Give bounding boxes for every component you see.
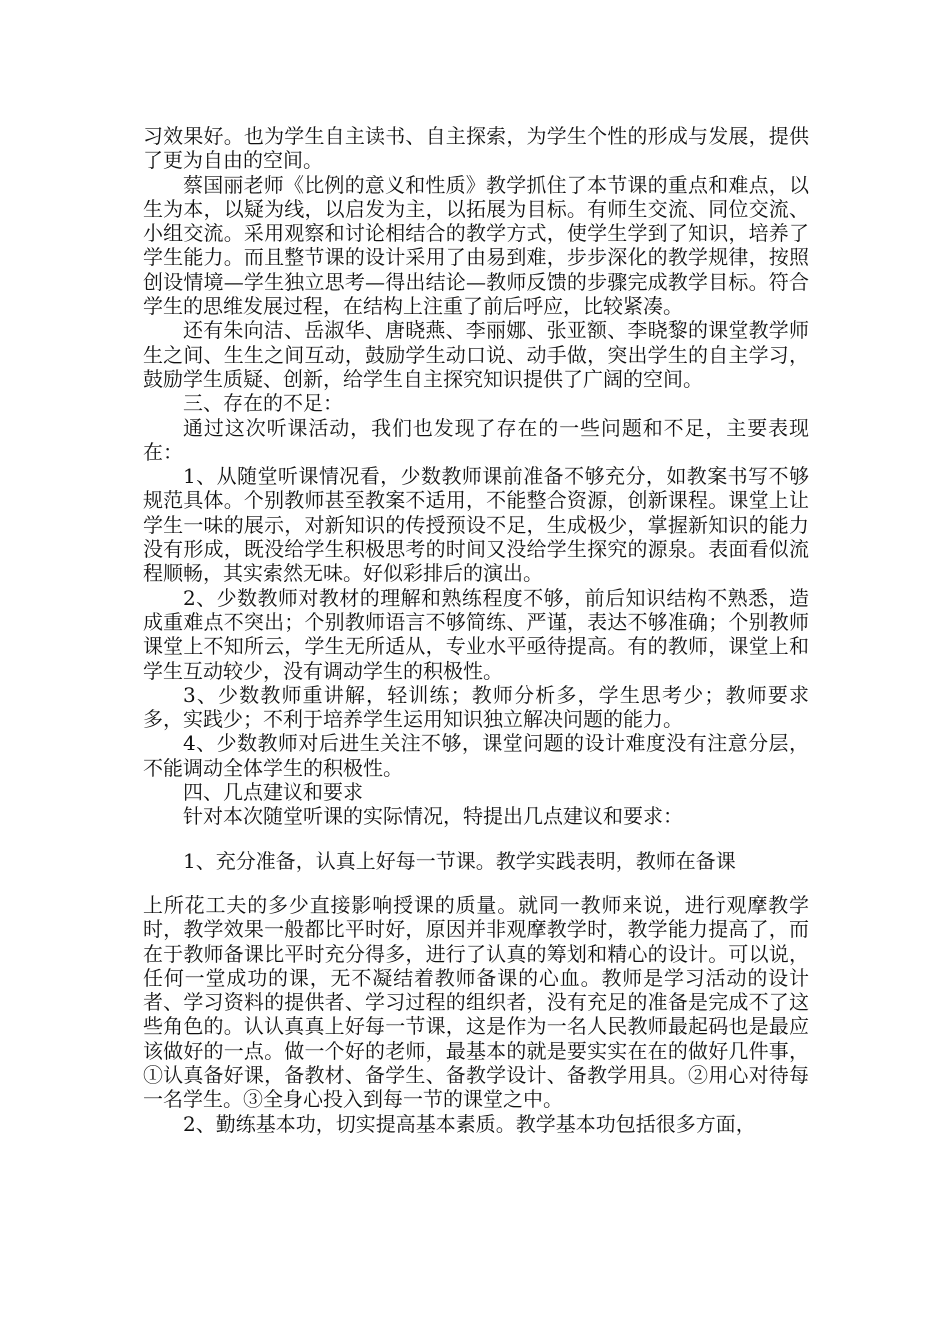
paragraph-suggestion-2: 2、勤练基本功，切实提高基本素质。教学基本功包括很多方面， [183,1111,756,1136]
paragraph-shortcomings-intro: 通过这次听课活动，我们也发现了存在的一些问题和不足，主要表现在： [143,415,809,464]
paragraph-shortcoming-2: 2、少数教师对教材的理解和熟练程度不够，前后知识结构不熟悉，造成重难点不突出；个别教师语言不够简练、严谨，表达不够准确；个别教师课堂上不知所云，学生无所适从，专业水平亟待提高。有的教师，课堂上和学生互动较少，没有调动学生的积极性。 [143,585,809,683]
section-heading-suggestions: 四、几点建议和要求 [183,780,363,805]
paragraph-shortcoming-3: 3、少数教师重讲解，轻训练；教师分析多，学生思考少；教师要求多，实践少；不利于培养学生运用知识独立解决问题的能力。 [143,682,809,732]
paragraph-suggestions-intro: 针对本次随堂听课的实际情况，特提出几点建议和要求： [183,804,683,829]
document-body [143,124,809,1136]
paragraph-other-teachers: 还有朱向洁、岳淑华、唐晓燕、李丽娜、张亚额、李晓黎的课堂教学师生之间、生生之间互动，鼓励学生动口说、动手做，突出学生的自主学习，鼓励学生质疑、创新，给学生自主探究知识提供了广阔的空间。 [143,318,809,391]
paragraph-shortcoming-4: 4、少数教师对后进生关注不够，课堂问题的设计难度没有注意分层，不能调动全体学生的积极性。 [143,731,809,780]
paragraph-shortcoming-1: 1、从随堂听课情况看，少数教师课前准备不够充分，如教案书写不够规范具体。个别教师甚至教案不适用，不能整合资源，创新课程。课堂上让学生一味的展示，对新知识的传授预设不足，生成极少，掌握新知识的能力没有形成，既没给学生积极思考的时间又没给学生探究的源泉。表面看似流程顺畅，其实索然无味。好似彩排后的演出。 [143,464,809,586]
paragraph-continuation: 习效果好。也为学生自主读书、自主探索，为学生个性的形成与发展，提供了更为自由的空间。 [143,124,809,173]
paragraph-suggestion-1-first-line: 1、充分准备，认真上好每一节课。教学实践表明，教师在备课 [183,848,736,873]
paragraph-cai-guoli: 蔡国丽老师《比例的意义和性质》教学抓住了本节课的重点和难点，以生为本，以疑为线，以启发为主，以拓展为目标。有师生交流、同位交流、小组交流。采用观察和讨论相结合的教学方式，使学生学到了知识，培养了学生能力。而且整节课的设计采用了由易到难，步步深化的教学规律，按照创设情境—学生独立思考—得出结论—教师反馈的步骤完成教学目标。符合学生的思维发展过程，在结构上注重了前后呼应，比较紧凑。 [143,172,809,319]
paragraph-suggestion-1-body: 上所花工夫的多少直接影响授课的质量。就同一教师来说，进行观摩教学时，教学效果一般都比平时好，原因并非观摩教学时，教学能力提高了，而在于教师备课比平时充分得多，进行了认真的筹划和精心的设计。可以说，任何一堂成功的课，无不凝结着教师备课的心血。教师是学习活动的设计者、学习资料的提供者、学习过程的组织者，没有充足的准备是完成不了这些角色的。认认真真上好每一节课，这是作为一名人民教师最起码也是最应该做好的一点。做一个好的老师，最基本的就是要实实在在的做好几件事，①认真备好课，备教材、备学生、备教学设计、备教学用具。②用心对待每一名学生。③全身心投入到每一节的课堂之中。 [143,892,809,1112]
section-heading-shortcomings: 三、存在的不足： [183,391,343,416]
